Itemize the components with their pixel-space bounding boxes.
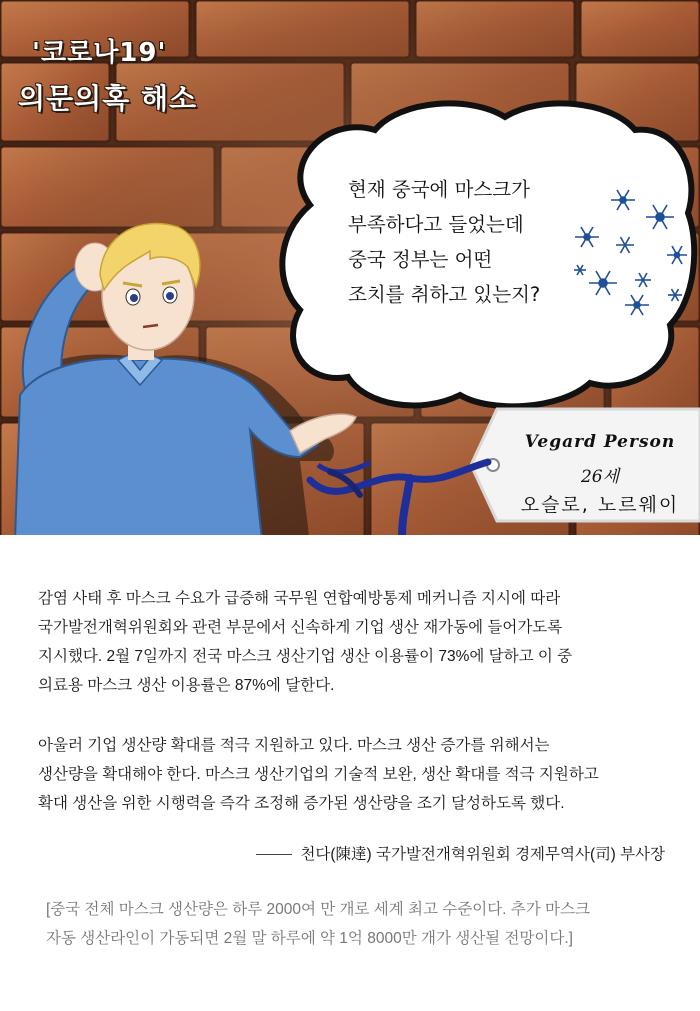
- body-line: 국가발전개혁위원회와 관련 부문에서 신속하게 기업 생산 재가동에 들어가도록: [38, 619, 563, 636]
- note-line: [중국 전체 마스크 생산량은 하루 2000여 만 개로 세계 최고 수준이다. 추가 마스크: [46, 901, 590, 918]
- bubble-line: 현재 중국에 마스크가: [348, 178, 530, 201]
- bubble-line: 부족하다고 들었는데: [348, 213, 524, 236]
- snowflake-icon: [574, 265, 586, 275]
- snowflake-icon: [668, 289, 682, 301]
- note-line: 자동 생산라인이 가동되면 2월 말 하루에 약 1억 8000만 개가 생산될 전망이다.]: [46, 930, 573, 947]
- body-line: 지시했다. 2월 7일까지 전국 마스크 생산기업 생산 이용률이 73%에 달하고 이 중: [38, 648, 573, 665]
- body-paragraph-2: [38, 731, 678, 818]
- attribution-dash: [256, 854, 292, 855]
- bubble-line: 조치를 취하고 있는지?: [348, 283, 541, 306]
- body-line: 감염 사태 후 마스크 수요가 급증해 국무원 연합예방통제 메커니즘 지시에 따라: [38, 590, 561, 607]
- snowflake-icon: [575, 227, 599, 247]
- snowflake-icon: [611, 190, 635, 210]
- body-paragraph-1: [38, 584, 678, 700]
- person-age: 26세: [580, 467, 620, 487]
- bubble-line: 중국 정부는 어떤: [348, 248, 493, 271]
- source-text: 천다(陳達) 국가발전개혁위원회 경제무역사(司) 부사장: [300, 846, 665, 863]
- snowflake-cluster: [565, 175, 695, 325]
- bracket-note: [46, 895, 666, 953]
- headline-line-1: '코로나19': [32, 38, 167, 68]
- snowflake-icon: [646, 205, 674, 229]
- snowflake-icon: [616, 237, 634, 253]
- person-name: Vegard Person: [524, 432, 676, 452]
- headline: [18, 32, 197, 117]
- headline-line-2: 의문의혹 해소: [18, 82, 198, 115]
- body-line: 확대 생산을 위한 시행력을 즉각 조정해 증가된 생산량을 조기 달성하도록 했다.: [38, 795, 565, 812]
- person-location: 오슬로, 노르웨이: [520, 494, 680, 516]
- snowflake-icon: [635, 273, 651, 287]
- body-line: 아울러 기업 생산량 확대를 적극 지원하고 있다. 마스크 생산 증가를 위해서는: [38, 737, 550, 754]
- snowflake-icon: [667, 246, 687, 264]
- body-line: 의료용 마스크 생산 이용률은 87%에 달한다.: [38, 677, 335, 694]
- snowflake-icon: [589, 271, 617, 295]
- snowflake-icon: [625, 295, 649, 315]
- body-line: 생산량을 확대해야 한다. 마스크 생산기업의 기술적 보완, 생산 확대를 적극 지원하고: [38, 766, 599, 783]
- source-attribution: [0, 842, 665, 864]
- bubble-question-text: [348, 172, 598, 312]
